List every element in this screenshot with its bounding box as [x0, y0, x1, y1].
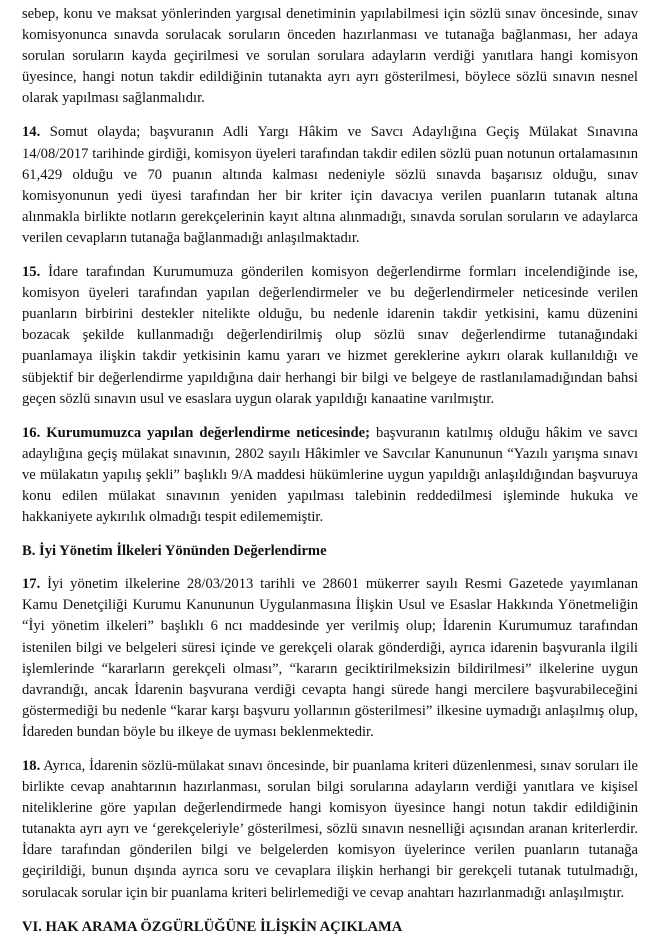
paragraph-14 — [22, 122, 638, 249]
paragraph-17 — [22, 574, 638, 743]
section-heading-vi: VI. HAK ARAMA ÖZGÜRLÜĞÜNE İLİŞKİN AÇIKLAMA — [22, 918, 403, 935]
paragraph-13-continuation: sebep, konu ve maksat yönlerinden yargısal denetiminin yapılabilmesi için sözlü sınav öncesinde, sınav komisyonunca sınavda sorulacak soruların önceden hazırlanması ve tutanağa bağlanması, her adaya sorulan soruların kayda geçirilmesi ve sorulan sorulara adayların verdiği yanıtlara hangi komisyon üyesince, hangi notun takdir edildiğinin tutanakta ayrı ayrı gösterilmesi, böylece sözlü sınavın nesnel olarak yapılması sağlanmalıdır. — [22, 6, 638, 107]
paragraph-text: Ayrıca, İdarenin sözlü-mülakat sınavı öncesinde, bir puanlama kriteri düzenlenmesi, sınav soruları ile birlikte cevap anahtarının hazırlanması, sorulan bilgi sorularına adayların verdiği yanıtlara ve kişisel niteliklerine göre yapılan değerlendirmede hangi komisyon üyesince hangi notun takdir edildiğinin tutanakta ayrı ayrı ve ‘gerekçeleriyle’ gösterilmesi, sözlü sınavın nesnelliği açısından aranan kriterlerdir. İdare tarafından gönderilen bilgi ve belgelerden komisyon üyelerince verilen puanların tutanağa geçirildiği, bunun dışında ayrıca soru ve cevaplara ilişkin herhangi bir gerekçeli tutanak tutulmadığı, sorulacak sorular için bir puanlama kriteri belirlemediği ve cevap anahtarı hazırlanmadığı anlaşılmıştır. — [22, 758, 638, 901]
section-heading-b: B. İyi Yönetim İlkeleri Yönünden Değerlendirme — [22, 543, 327, 560]
paragraph-number: 18. — [22, 758, 41, 774]
paragraph-number: 15. — [22, 264, 41, 281]
paragraph-18 — [22, 756, 638, 904]
paragraph-text: İyi yönetim ilkelerine 28/03/2013 tarihli ve 28601 mükerrer sayılı Resmi Gazetede yayımlanan Kamu Denetçiliği Kurumu Kanununun Uygulanmasına İlişkin Usul ve Esaslar Hakkında Yönetmeliğin “İyi yönetim ilkeleri” başlıklı 6 ncı maddesinde yer verilmiş olup; İdarenin Kurumumuz tarafından istenilen bilgi ve belgeleri süresi içinde ve gerekçeli olarak gönderdiği, ayrıca idarenin başvuranla ilgili işlemlerinde “kararların gerekçeli olması”, “kararın geciktirilmeksizin bildirilmesi” ilkelerine uygun davrandığı, ancak İdarenin başvurana verdiği cevapta hangi sürede hangi mercilere başvurabileceğini göstermediği bu nedenle “karar karşı başvuru yollarının gösterilmesi” ilkesine uymadığı anlaşılmış olup, İdareden bundan böyle bu ilkeye de uyması beklenmektedir. — [22, 576, 638, 740]
paragraph-text: başvuranın katılmış olduğu hâkim ve savcı adaylığına geçiş mülakat sınavının, 2802 sayılı Hâkimler ve Savcılar Kanununun “Yazılı yarışma sınavı ve mülakatın yapılış şekli” başlıklı 9/A maddesi hükümlerine uygun yapıldığı anlaşıldığından başvuruya konu edilen mülakat sınavının yeniden yapılması talebinin reddedilmesi işleminde hukuka ve hakkaniyete aykırılık olmadığı tespit edilememiştir. — [22, 424, 638, 526]
paragraph-lead: Kurumumuzca yapılan değerlendirme neticesinde; — [46, 424, 370, 441]
paragraph-number: 17. — [22, 576, 41, 593]
paragraph-text: Somut olayda; başvuranın Adli Yargı Hâkim ve Savcı Adaylığına Geçiş Mülakat Sınavına 14/08/2017 tarihinde girdiği, komisyon üyeleri tarafından takdir edilen sözlü puan notunun ortalamasının 61,429 olduğu ve 70 puanın altında kalması nedeniyle sözlü sınavda başarısız olduğu, sınav komisyonunun yedi üyesi tarafından her bir kriter için davacıya verilen puanların tutanak altına alınmakla birlikte notların gerekçelerinin kayıt altına alınmadığı, sınavda sorulan soruların ve adaylarca verilen cevapların tutanağa bağlanmadığı anlaşılmaktadır. — [22, 124, 638, 246]
paragraph-15 — [22, 262, 638, 410]
paragraph-text: İdare tarafından Kurumumuza gönderilen komisyon değerlendirme formları incelendiğinde ise, komisyon üyeleri tarafından yapılan değerlendirmeler ve bu değerlendirmeler neticesinde verilen puanların birbirini destekler nitelikte olduğu, bu nedenle idarenin takdir yetkisini, kamu düzenini bozacak şekilde kullanmadığı değerlendirilmiş olup sözlü sınav değerlendirme tutanağındaki puanlamaya ilişkin takdir yetkisinin kamu yararı ve hizmet gereklerine aykırı olarak kullanıldığı ve sübjektif bir değerlendirme yapıldığına dair herhangi bir bilgi ve belgeye de rastlanılamadığından bahsi geçen sözlü sınavın usul ve esaslara uygun olarak yapıldığı kanaatine varılmıştır. — [22, 264, 638, 407]
paragraph-number: 16. — [22, 424, 41, 441]
paragraph-16 — [22, 423, 638, 528]
paragraph-number: 14. — [22, 124, 41, 141]
document-page — [22, 4, 638, 938]
